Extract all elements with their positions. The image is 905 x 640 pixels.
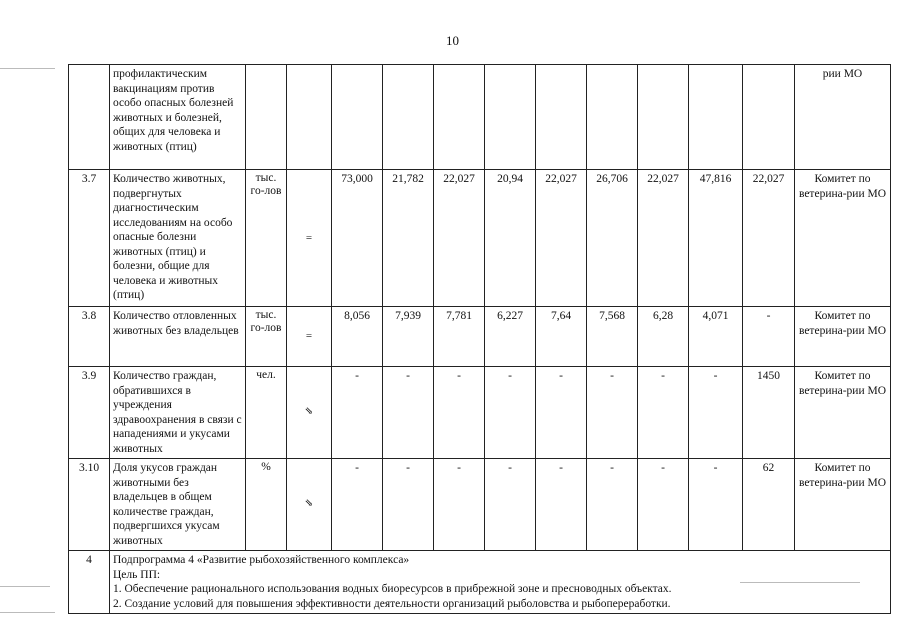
value-cell: 6,28 [638, 307, 689, 367]
table-row [69, 307, 891, 367]
table-row [69, 459, 891, 551]
table-row [69, 65, 891, 170]
value-cell: 22,027 [743, 170, 795, 307]
value-cell [743, 65, 795, 170]
row-number: 3.10 [69, 459, 110, 551]
indicator-name: Количество отловленных животных без владельцев [110, 307, 246, 367]
dynamics-cell: ⇘ [287, 459, 332, 551]
value-cell: 4,071 [689, 307, 743, 367]
value-cell: 22,027 [434, 170, 485, 307]
scan-artifact [0, 612, 55, 613]
value-cell: - [638, 459, 689, 551]
unit-cell [246, 65, 287, 170]
dynamics-cell: ⇘ [287, 367, 332, 459]
value-cell: 6,227 [485, 307, 536, 367]
unit-cell: тыс. го-лов [246, 307, 287, 367]
value-cell: 22,027 [536, 170, 587, 307]
row-number: 3.9 [69, 367, 110, 459]
unit-cell: чел. [246, 367, 287, 459]
indicator-name: Количество граждан, обратившихся в учреждения здравоохранения в связи с нападениями и укусами животных [110, 367, 246, 459]
table-row [69, 170, 891, 307]
value-cell: - [587, 459, 638, 551]
value-cell: 21,782 [383, 170, 434, 307]
value-cell: - [332, 367, 383, 459]
value-cell: - [743, 307, 795, 367]
value-cell: 73,000 [332, 170, 383, 307]
responsible-org: Комитет по ветерина-рии МО [795, 170, 891, 307]
responsible-org: рии МО [795, 65, 891, 170]
value-cell: - [689, 367, 743, 459]
indicator-name: Доля укусов граждан животными без владельцев в общем количестве граждан, подвергшихся укусам животных [110, 459, 246, 551]
value-cell [332, 65, 383, 170]
value-cell: 8,056 [332, 307, 383, 367]
value-cell: 22,027 [638, 170, 689, 307]
unit-cell: тыс. го-лов [246, 170, 287, 307]
value-cell [587, 65, 638, 170]
value-cell: 7,781 [434, 307, 485, 367]
dynamics-cell: = [287, 307, 332, 367]
value-cell: 20,94 [485, 170, 536, 307]
value-cell: - [434, 459, 485, 551]
value-cell [485, 65, 536, 170]
scan-artifact [0, 68, 55, 69]
value-cell: - [383, 459, 434, 551]
indicator-name: профилактическим вакцинациям против особо опасных болезней животных и болезней, общих для человека и животных (птиц) [110, 65, 246, 170]
table-row [69, 367, 891, 459]
value-cell: - [485, 367, 536, 459]
value-cell: - [383, 367, 434, 459]
value-cell: 7,939 [383, 307, 434, 367]
value-cell [536, 65, 587, 170]
value-cell: - [332, 459, 383, 551]
unit-cell: % [246, 459, 287, 551]
row-number: 3.8 [69, 307, 110, 367]
value-cell: 26,706 [587, 170, 638, 307]
indicator-name: Количество животных, подвергнутых диагностическим исследованиям на особо опасные болезни животных (птиц) и болезни, общие для человека и животных (птиц) [110, 170, 246, 307]
value-cell [689, 65, 743, 170]
value-cell: - [638, 367, 689, 459]
subprogram-goal-2: 2. Создание условий для повышения эффективности деятельности организаций рыболовства и рыбопереработки. [113, 597, 671, 610]
value-cell: - [485, 459, 536, 551]
subprogram-title: Подпрограмма 4 «Развитие рыбохозяйственного комплекса» [113, 554, 410, 566]
value-cell: 62 [743, 459, 795, 551]
value-cell: 7,568 [587, 307, 638, 367]
value-cell: - [536, 459, 587, 551]
value-cell [638, 65, 689, 170]
responsible-org: Комитет по ветерина-рии МО [795, 307, 891, 367]
dynamics-cell [287, 65, 332, 170]
value-cell [383, 65, 434, 170]
responsible-org: Комитет по ветерина-рии МО [795, 367, 891, 459]
row-number [69, 65, 110, 170]
subprogram-goal-label: Цель ПП: [113, 568, 161, 581]
value-cell: 47,816 [689, 170, 743, 307]
value-cell [434, 65, 485, 170]
value-cell: - [434, 367, 485, 459]
value-cell: - [689, 459, 743, 551]
responsible-org: Комитет по ветерина-рии МО [795, 459, 891, 551]
value-cell: 1450 [743, 367, 795, 459]
subprogram-goal-1: 1. Обеспечение рационального использования водных биоресурсов в прибрежной зоне и пресноводных объектах. [113, 583, 672, 595]
scan-artifact [740, 582, 860, 583]
value-cell: - [587, 367, 638, 459]
scan-artifact [0, 586, 50, 587]
subprogram-number: 4 [69, 551, 110, 614]
page-number: 10 [446, 33, 459, 48]
row-number: 3.7 [69, 170, 110, 307]
dynamics-cell: = [287, 170, 332, 307]
indicators-table [68, 64, 891, 614]
value-cell: 7,64 [536, 307, 587, 367]
value-cell: - [536, 367, 587, 459]
